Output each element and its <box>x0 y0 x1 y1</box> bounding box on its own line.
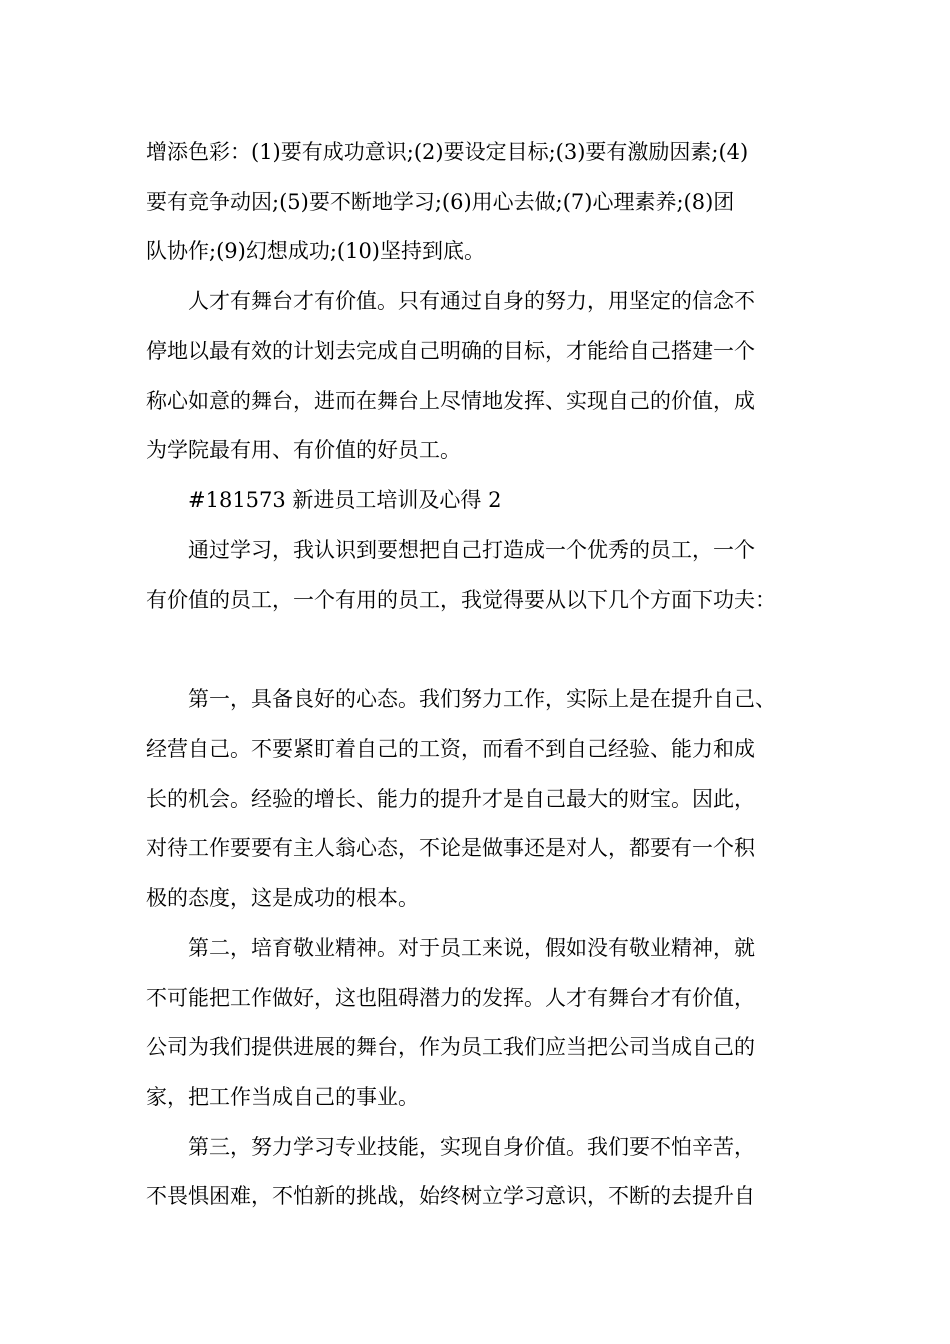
text-line: 家，把工作当成自己的事业。 <box>146 1085 419 1109</box>
text-line: 增添色彩：(1)要有成功意识;(2)要设定目标;(3)要有激励因素;(4) <box>146 140 749 164</box>
text-line: 队协作;(9)幻想成功;(10)坚持到底。 <box>146 239 486 263</box>
text-line: 称心如意的舞台，进而在舞台上尽情地发挥、实现自己的价值，成 <box>146 389 755 413</box>
text-line: 第三，努力学习专业技能，实现自身价值。我们要不怕辛苦， <box>188 1135 755 1159</box>
text-line: 不可能把工作做好，这也阻碍潜力的发挥。人才有舞台才有价值， <box>146 986 755 1010</box>
text-line: 经营自己。不要紧盯着自己的工资，而看不到自己经验、能力和成 <box>146 737 755 761</box>
text-line: 不畏惧困难，不怕新的挑战，始终树立学习意识，不断的去提升自 <box>146 1184 755 1208</box>
text-line: 停地以最有效的计划去完成自己明确的目标，才能给自己搭建一个 <box>146 339 755 363</box>
text-line: 第二，培育敬业精神。对于员工来说，假如没有敬业精神，就 <box>188 936 755 960</box>
text-line: 极的态度，这是成功的根本。 <box>146 886 419 910</box>
text-line: 公司为我们提供进展的舞台，作为员工我们应当把公司当成自己的 <box>146 1035 755 1059</box>
text-line: 长的机会。经验的增长、能力的提升才是自己最大的财宝。因此， <box>146 787 755 811</box>
section-heading: #181573 新进员工培训及心得 2 <box>188 488 502 512</box>
text-line: 对待工作要要有主人翁心态，不论是做事还是对人，都要有一个积 <box>146 836 755 860</box>
text-line: 人才有舞台才有价值。只有通过自身的努力，用坚定的信念不 <box>188 289 755 313</box>
text-line: 要有竞争动因;(5)要不断地学习;(6)用心去做;(7)心理素养;(8)团 <box>146 190 735 214</box>
text-line: 有价值的员工，一个有用的员工，我觉得要从以下几个方面下功夫： <box>146 588 776 612</box>
text-line: 为学院最有用、有价值的好员工。 <box>146 438 461 462</box>
text-line: 通过学习，我认识到要想把自己打造成一个优秀的员工，一个 <box>188 538 755 562</box>
text-line: 第一，具备良好的心态。我们努力工作，实际上是在提升自己、 <box>188 687 776 711</box>
